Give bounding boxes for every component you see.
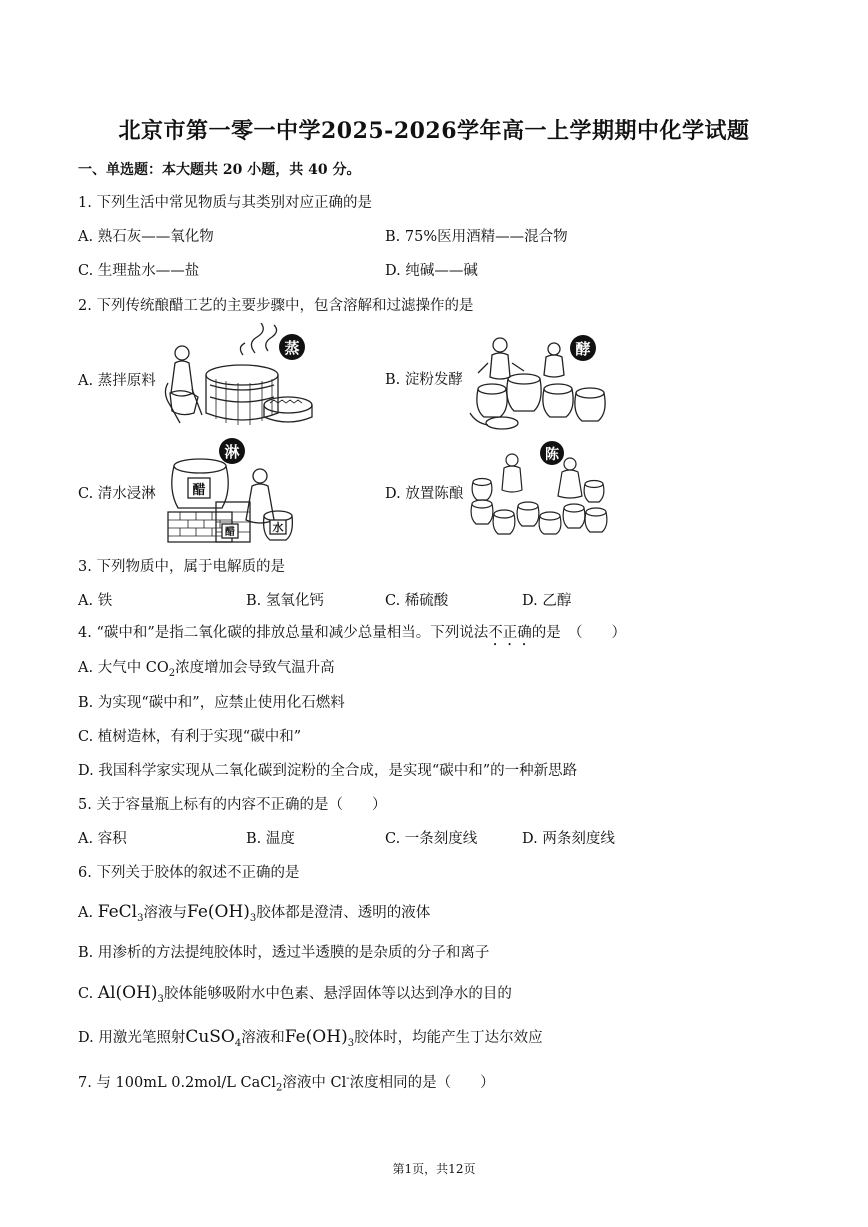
cuso4-formula: CuSO xyxy=(185,1027,235,1047)
leach-badge: 淋 xyxy=(224,443,240,461)
q7-text-end: 浓度相同的是（ ） xyxy=(349,1074,495,1091)
q4-emphasis: 不正确 xyxy=(488,625,532,641)
steam-badge: 蒸 xyxy=(284,339,300,357)
fecl3-formula: FeCl xyxy=(97,902,138,922)
q3-stem: 3. 下列物质中，属于电解质的是 xyxy=(78,559,285,575)
co2-subscript: 2 xyxy=(168,667,176,679)
q3-option-c: C. 稀硫酸 xyxy=(385,593,449,609)
q7-text-mid: 溶液中 Cl xyxy=(282,1074,347,1091)
q3-option-b: B. 氢氧化钙 xyxy=(246,593,324,609)
q4-stem-end: 的是 （ ） xyxy=(531,625,627,641)
section-heading: 一、单选题：本大题共 20 小题，共 40 分。 xyxy=(78,162,361,178)
q6-d-text: D. 用激光笔照射 xyxy=(78,1030,186,1046)
q5-option-c: C. 一条刻度线 xyxy=(385,831,478,847)
aloh3-formula: Al(OH) xyxy=(97,983,158,1003)
q6-c-label: C. xyxy=(78,986,94,1002)
q4-option-c: C. 植树造林，有利于实现“碳中和” xyxy=(78,729,302,745)
q5-option-d: D. 两条刻度线 xyxy=(522,831,615,847)
water-jar-label: 水 xyxy=(272,521,284,534)
q7-text: 7. 与 100mL 0.2mol/L CaCl xyxy=(78,1074,276,1091)
feoh3-subscript: 3 xyxy=(249,912,257,924)
q6-option-d xyxy=(78,1027,543,1054)
q6-a-text: 胶体都是澄清、透明的液体 xyxy=(256,905,431,921)
q1-stem: 1. 下列生活中常见物质与其类别对应正确的是 xyxy=(78,195,372,211)
leaching-illustration xyxy=(160,436,310,548)
q4-stem-text: 4. “碳中和”是指二氧化碳的排放总量和减少总量相当。下列说法 xyxy=(78,625,489,641)
q1-option-c: C. 生理盐水——盐 xyxy=(78,263,200,279)
cacl2-subscript: 2 xyxy=(276,1082,283,1094)
aloh3-subscript: 3 xyxy=(157,993,164,1005)
q6-d-text-end: 胶体时，均能产生丁达尔效应 xyxy=(354,1030,543,1046)
feoh3-formula: Fe(OH) xyxy=(186,902,250,922)
q2-option-b: B. 淀粉发酵 xyxy=(385,372,463,388)
q6-a-mid: 溶液与 xyxy=(143,905,187,921)
q2-option-a: A. 蒸拌原料 xyxy=(78,373,156,389)
steaming-illustration xyxy=(160,323,316,433)
q1-option-b: B. 75%医用酒精——混合物 xyxy=(385,229,568,245)
q6-c-text: 胶体能够吸附水中色素、悬浮固体等以达到净水的目的 xyxy=(163,986,512,1002)
q4-option-b: B. 为实现“碳中和”，应禁止使用化石燃料 xyxy=(78,695,345,711)
cuso4-subscript: 4 xyxy=(234,1037,242,1049)
q1-option-a: A. 熟石灰——氧化物 xyxy=(78,229,214,245)
q4-a-text: A. 大气中 CO xyxy=(78,660,169,676)
vinegar-jar-label: 醋 xyxy=(192,483,206,498)
q3-option-d: D. 乙醇 xyxy=(522,593,572,609)
aging-badge: 陈 xyxy=(545,447,559,463)
fecl3-subscript: 3 xyxy=(137,912,144,924)
vinegar-jar-label-small: 醋 xyxy=(225,527,235,538)
q4-option-a xyxy=(78,658,335,684)
page-number: 第1页，共12页 xyxy=(392,1162,476,1176)
q4-option-d: D. 我国科学家实现从二氧化碳到淀粉的全合成，是实现“碳中和”的一种新思路 xyxy=(78,763,578,779)
q4-stem xyxy=(78,623,626,649)
q4-a-text-end: 浓度增加会导致气温升高 xyxy=(175,660,335,676)
fermentation-illustration xyxy=(462,333,618,433)
q2-option-c: C. 清水浸淋 xyxy=(78,486,156,502)
q6-option-b: B. 用渗析的方法提纯胶体时，透过半透膜的是杂质的分子和离子 xyxy=(78,945,490,961)
q6-option-c xyxy=(78,983,512,1010)
aging-illustration xyxy=(462,440,618,540)
q5-stem: 5. 关于容量瓶上标有的内容不正确的是（ ） xyxy=(78,797,387,813)
page-title: 北京市第一零一中学2025-2026学年高一上学期期中化学试题 xyxy=(118,118,750,144)
q3-option-a: A. 铁 xyxy=(78,593,113,609)
q6-d-mid: 溶液和 xyxy=(241,1030,285,1046)
feoh3-formula-d: Fe(OH) xyxy=(284,1027,348,1047)
q1-option-d: D. 纯碱——碱 xyxy=(385,263,478,279)
q5-option-a: A. 容积 xyxy=(78,831,127,847)
ferment-badge: 酵 xyxy=(575,340,591,358)
q6-option-a xyxy=(78,902,430,929)
q2-stem: 2. 下列传统酿醋工艺的主要步骤中，包含溶解和过滤操作的是 xyxy=(78,298,474,314)
feoh3-subscript-d: 3 xyxy=(347,1037,355,1049)
q6-a-label: A. xyxy=(78,905,94,921)
chloride-superscript: - xyxy=(346,1073,350,1084)
q2-option-d: D. 放置陈酿 xyxy=(385,486,464,502)
q6-stem: 6. 下列关于胶体的叙述不正确的是 xyxy=(78,865,300,881)
q5-option-b: B. 温度 xyxy=(246,831,295,847)
q7-stem xyxy=(78,1069,495,1099)
